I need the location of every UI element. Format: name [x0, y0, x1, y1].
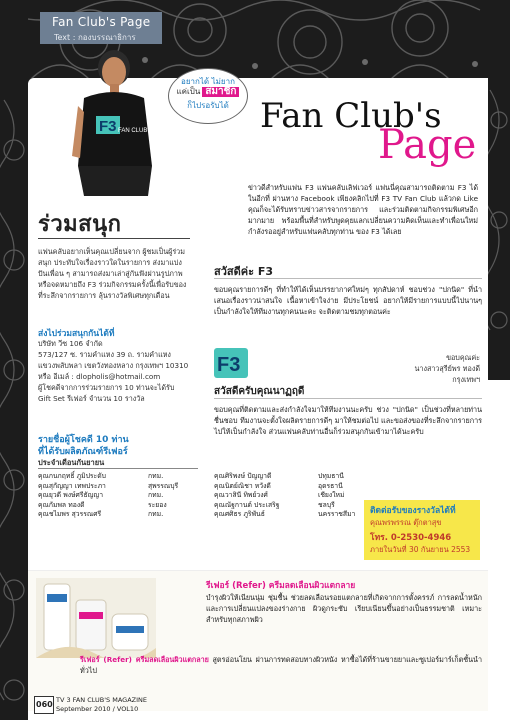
- winner-province: กทม.: [148, 510, 164, 519]
- winner-province: ระยอง: [148, 500, 167, 509]
- host-photo: [72, 46, 162, 196]
- section-tag-credit: Text : กองบรรณาธิการ: [54, 33, 136, 42]
- address-line: บริษัท วีซ 106 จำกัด: [38, 339, 103, 348]
- winners-names-col2: [214, 472, 314, 520]
- bubble-highlight: สมาชิก: [202, 87, 239, 97]
- winner-province: ปทุมธานี: [318, 472, 344, 480]
- send-address-heading: ส่งไปร่วมสนุกกันได้ที่: [38, 329, 115, 339]
- svg-text:FAN CLUB'S: FAN CLUB'S: [118, 128, 153, 134]
- winner-province: ชลบุรี: [318, 500, 335, 509]
- intro-paragraph: ข่าวดีสำหรับแฟน F3 แฟนคลับเลิฟเวอร์ แฟนนี่คุณสามารถติดตาม F3 ได้ในอีกที่ ผ่านทาง Facebook เพียงคลิกไปที่ F3 TV Fan Club แล้วกด Like คุณก็จะได้รับทราบข่าวสารจากรายการ และร่วมติดตามกิจกรรมพิเศษอีกมากมาย พร้อมพื้นที่สำหรับพูดคุยแลกเปลี่ยนความคิดเห็นและทำเพื่อนใหม่ กำลังรออยู่สำหรับแฟนคลับทุกท่าน ของ F3 ได้เลย: [248, 183, 478, 236]
- divider: [38, 238, 190, 239]
- bubble-line2: [169, 87, 247, 97]
- divider: [38, 468, 198, 469]
- signature-line: ขอบคุณค่ะ: [446, 353, 480, 362]
- winner-province: กทม.: [148, 491, 164, 500]
- signature-line: กรุงเทพฯ: [452, 375, 480, 384]
- winner-name: คุณสุกัญญา เทพประภา: [38, 481, 106, 490]
- winners-provinces-col2: [318, 472, 362, 520]
- section-tag-title: Fan Club's Page: [52, 15, 151, 29]
- contact-name: คุณพรพรรณ ตุ๊กตาสุข: [370, 518, 442, 527]
- join-fun-paragraph: แฟนคลับอยากเห็นคุณเปลี่ยนจาก ผู้ชมเป็นผู้ร่วมสนุก ประทับใจเรื่องราวใดในรายการ ส่งมาแบ่งปันเพื่อน ๆ สามารถส่งมาเล่าสู่กันฟังผ่านรูปภาพ หรือจดหมายถึง F3 ร่วมกิจกรรมครั้งนี้เพื่อรับของที่ระลึกจากรายการ ลุ้นรางวัลพิเศษทุกเดือน: [38, 247, 187, 300]
- winner-province: นครราชสีมา: [318, 510, 356, 519]
- page-title: Fan Club's: [260, 96, 442, 136]
- prize-contact-box: [364, 500, 480, 560]
- speech-bubble: [168, 68, 248, 124]
- winner-province: เชียงใหม่: [318, 491, 345, 500]
- magazine-name: TV 3 FAN CLUB'S MAGAZINE: [56, 696, 147, 704]
- reader-letter: ขอบคุณรายการดีๆ ที่ทำให้ได้เห็นบรรยากาศใหม่ๆ ทุกสัปดาห์ ชอบช่วง "ปกนิด" ที่นำเสนอเรื่องราวน่าสนใจ เนื้อหาเข้าใจง่าย มีประโยชน์ อยากให้มีรายการแบบนี้ไปนานๆ เป็นกำลังใจให้ทีมงานทุกคนนะคะ จะติดตามชมทุกตอนค่ะ: [214, 285, 482, 316]
- address-line: แขวงพลับพลา เขตวังทองหลาง กรุงเทพฯ 10310: [38, 361, 189, 370]
- ornament-left-band: [0, 0, 28, 720]
- page-title-accent: Page: [378, 122, 477, 168]
- refer-ad-title: รีเฟอร์ (Refer) ครีมลดเลือนผิวแตกลาย: [206, 581, 356, 591]
- signature-line: นางสาวสุรีย์พร ทองดี: [414, 364, 480, 373]
- page-number: 060: [36, 700, 53, 709]
- winner-name: คุณกัมพล ทองดี: [38, 500, 85, 509]
- reply-heading: สวัสดีครับคุณนาฏฤดี: [214, 386, 305, 397]
- letter-heading: สวัสดีค่ะ F3: [214, 265, 274, 278]
- winner-province: อุดรธานี: [318, 481, 343, 490]
- refer-product-image: [36, 578, 156, 658]
- winners-heading: รายชื่อผู้โชคดี 10 ท่าน: [38, 435, 129, 445]
- refer-ad-body-2-text: สูตรอ่อนโยน ผ่านการทดสอบทางผิวหนัง หาซื้อได้ที่ร้านขายยาและซูเปอร์มาร์เก็ตชั้นนำทั่วไป: [80, 655, 483, 675]
- section-tag: [40, 12, 162, 44]
- winner-name: คุณศศิธร ภูริพันธ์: [214, 510, 265, 519]
- refer-ad-body: บำรุงผิวให้เนียนนุ่ม ชุ่มชื้น ช่วยลดเลือนรอยแตกลายที่เกิดจากการตั้งครรภ์ การลดน้ำหนัก และการเปลี่ยนแปลงของร่างกาย ผิวดูกระชับ เรียบเนียนขึ้นอย่างเป็นธรรมชาติ เหมาะสำหรับทุกสภาพผิว: [206, 593, 482, 624]
- divider: [214, 278, 482, 279]
- magazine-issue: September 2010 / VOL10: [56, 705, 139, 713]
- winner-name: คุณศิริพงษ์ ปัญญาดี: [214, 472, 272, 480]
- divider: [214, 398, 482, 399]
- winner-name: คุณณัฐกานต์ ประเสริฐ: [214, 500, 280, 509]
- bubble-line3: ก็ไปรอรับได้: [187, 101, 229, 110]
- winner-name: คุณชไมพร สุวรรณศรี: [38, 510, 102, 519]
- join-fun-heading: ร่วมสนุก: [38, 212, 122, 237]
- winner-name: คุณวาสินี ทิพย์วงศ์: [214, 491, 268, 500]
- svg-text:F3: F3: [99, 118, 117, 135]
- bubble-line2-text: แค่เป็น: [176, 87, 201, 96]
- winners-month: ประจำเดือนกันยายน: [38, 458, 105, 467]
- contact-phone: โทร. 0-2530-4946: [370, 533, 452, 543]
- ornament-right-band: [488, 0, 510, 380]
- address-line: 573/127 ซ. รามคำแหง 39 ถ. รามคำแหง: [38, 350, 171, 359]
- reply-letter: ขอบคุณที่ติดตามและส่งกำลังใจมาให้ทีมงานนะครับ ช่วง "ปกนิด" เป็นช่วงที่หลายท่านชื่นชอบ ทีมงานจะตั้งใจผลิตรายการดีๆ มาให้ชมต่อไป และขอส่งของที่ระลึกจากรายการไปให้เป็นกำลังใจ ส่วนแฟนคลับท่านอื่นก็ร่วมสนุกกันเข้ามาได้นะครับ: [214, 405, 482, 436]
- prize-line: ผู้โชคดีจากการร่วมรายการ 10 ท่านจะได้รับ: [38, 383, 175, 392]
- winners-heading-2: ที่ได้รับผลิตภัณฑ์รีเฟอร์: [38, 447, 128, 457]
- bubble-line1: อยากได้ ไม่ยาก: [181, 77, 235, 86]
- winners-names-col1: [38, 472, 148, 520]
- winner-province: กทม.: [148, 472, 164, 480]
- winners-provinces-col1: [148, 472, 198, 520]
- page-number-box: [34, 696, 54, 714]
- svg-text:F3: F3: [217, 354, 241, 376]
- contact-heading: ติดต่อรับของรางวัลได้ที่: [370, 506, 456, 516]
- email-line: หรือ อีเมล์ : dlopholis@hotmail.com: [38, 372, 161, 381]
- contact-deadline: ภายในวันที่ 30 กันยายน 2553: [370, 545, 471, 554]
- winner-name: คุณกนกฤทธิ์ ภูมิประดับ: [38, 472, 106, 480]
- winner-name: คุณยุวดี พงษ์ศรีธัญญา: [38, 491, 104, 500]
- refer-ad-body-2: [80, 654, 482, 676]
- prize-line: Gift Set รีเฟอร์ จำนวน 10 รางวัล: [38, 394, 145, 403]
- refer-ad-brand: รีเฟอร์ (Refer) ครีมลดเลือนผิวแตกลาย: [80, 655, 209, 664]
- winner-name: คุณนิตย์ณิชา หวังดี: [214, 481, 271, 490]
- send-address-block: [38, 338, 198, 404]
- f3-logo-icon: [214, 348, 248, 378]
- letter-signature: [330, 352, 480, 385]
- winner-province: สุพรรณบุรี: [148, 481, 179, 490]
